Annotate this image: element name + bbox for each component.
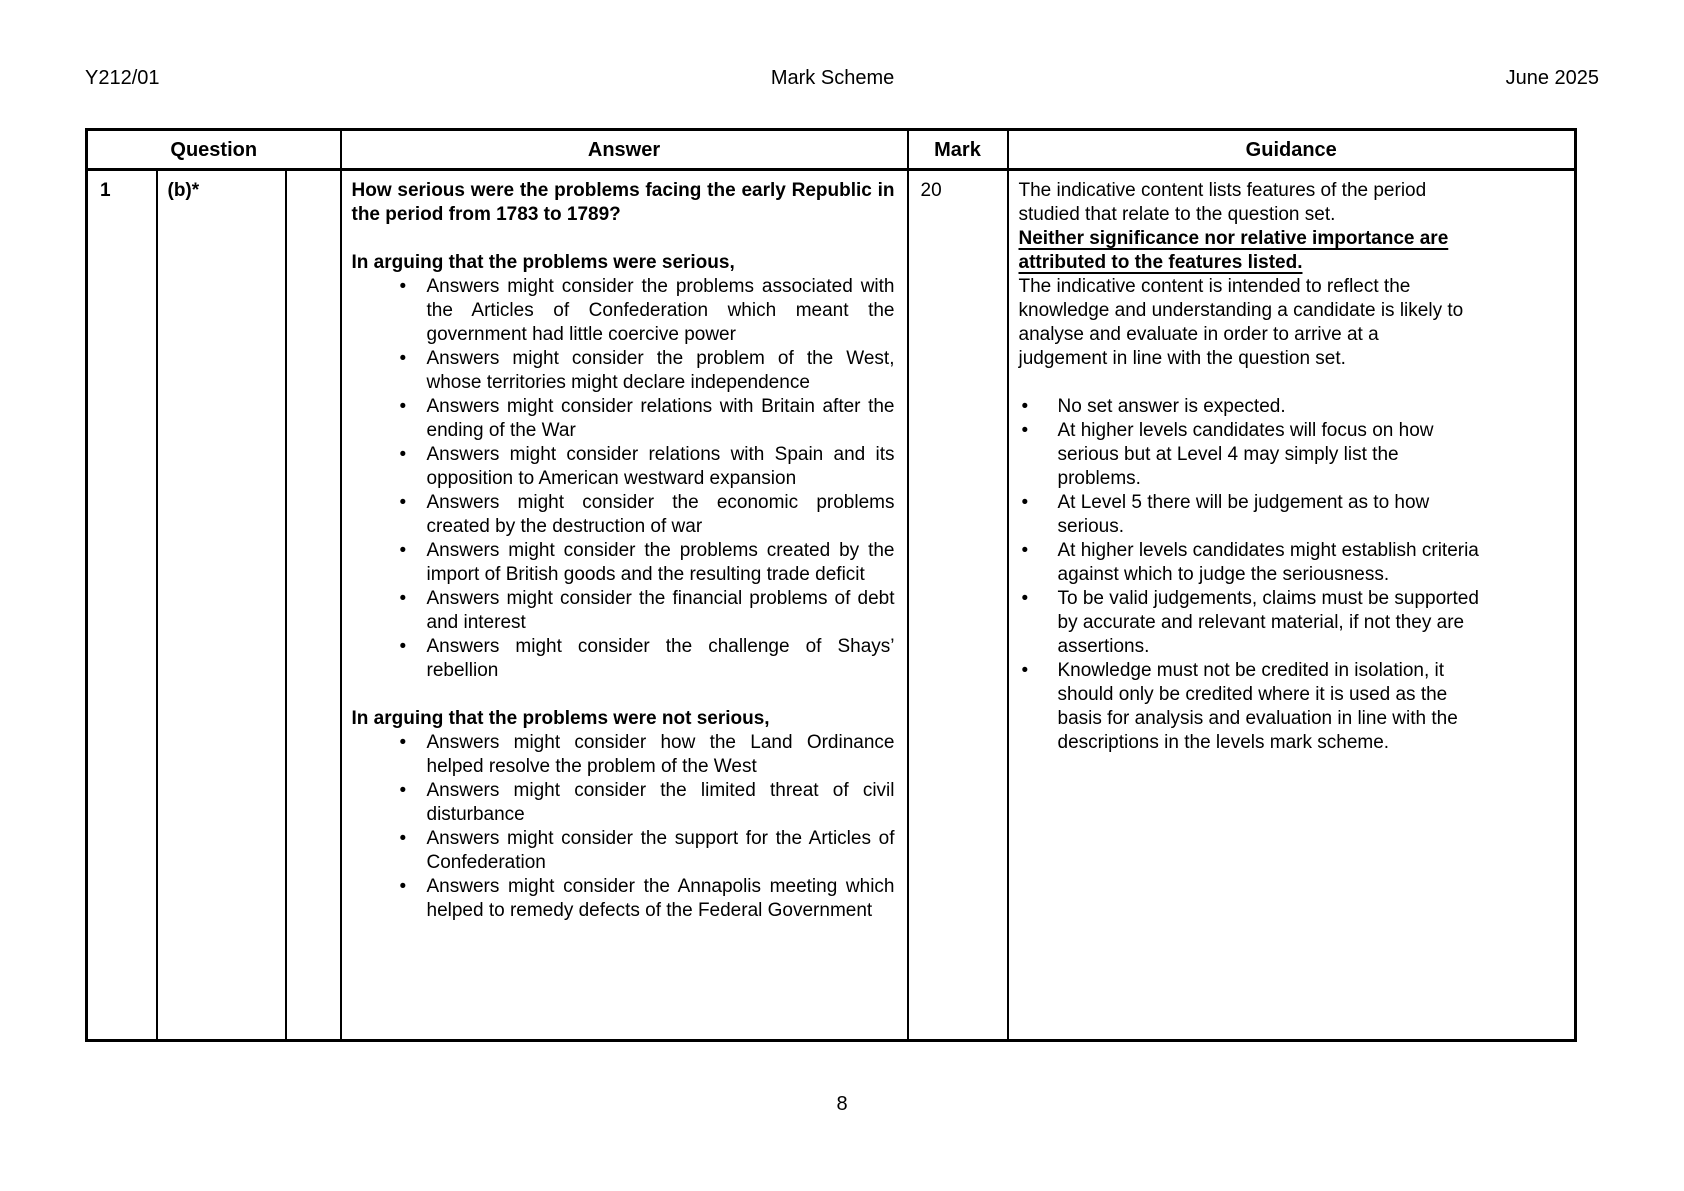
not-serious-bullet-list [352,731,895,923]
question-number: 1 [87,170,157,1041]
serious-heading: In arguing that the problems were serious, [351,252,735,273]
serious-bullet-list [352,275,895,683]
not-serious-heading: In arguing that the problems were not serious, [351,708,770,729]
column-header-guidance: Guidance [1008,130,1576,170]
session-date: June 2025 [1505,67,1599,89]
mark-cell: 20 [908,170,1008,1041]
guidance-paragraph: The indicative content is intended to reflect the knowledge and understanding a candidate is likely to analyse and evaluate in order to arrive at a judgement in line with the question set. [1018,276,1464,369]
question-subpart-empty [286,170,341,1041]
column-header-mark: Mark [908,130,1008,170]
document-header [85,66,1599,90]
bullet-item: • Answers might consider the challenge of Shays’ rebellion [400,635,895,683]
bullet-item: • Answers might consider the support for the Articles of Confederation [400,827,895,875]
bullet-item: • Answers might consider the Annapolis meeting which helped to remedy defects of the Federal Government [400,875,895,923]
guidance-cell [1008,170,1576,1041]
mark-scheme-table [85,128,1577,1042]
bullet-item: • Answers might consider the limited threat of civil disturbance [400,779,895,827]
document-title: Mark Scheme [770,67,895,89]
paper-code: Y212/01 [85,67,160,89]
bullet-item: • Answers might consider relations with Spain and its opposition to American westward expansion [400,443,895,491]
bullet-item: • Answers might consider relations with Britain after the ending of the War [400,395,895,443]
bullet-item: • At higher levels candidates will focus on how serious but at Level 4 may simply list the problems. [1022,419,1484,491]
table-header-row [87,130,1576,170]
bullet-item: • Answers might consider the financial problems of debt and interest [400,587,895,635]
bullet-item: • At Level 5 there will be judgement as to how serious. [1022,491,1484,539]
bullet-item: • Answers might consider how the Land Ordinance helped resolve the problem of the West [400,731,895,779]
table-row [87,170,1576,1041]
guidance-paragraph: The indicative content lists features of the period studied that relate to the question set. [1018,180,1427,225]
question-part: (b)* [157,170,286,1041]
bullet-item: • Answers might consider the economic problems created by the destruction of war [400,491,895,539]
answer-cell [341,170,908,1041]
guidance-emphasis: Neither significance nor relative importance are attributed to the features listed. [1018,228,1449,273]
column-header-question: Question [87,130,341,170]
bullet-item: • No set answer is expected. [1022,395,1484,419]
guidance-bullet-list [1019,395,1484,755]
question-text: How serious were the problems facing the early Republic in the period from 1783 to 1789? [351,180,895,225]
bullet-item: • Answers might consider the problem of the West, whose territories might declare independence [400,347,895,395]
column-header-answer: Answer [341,130,908,170]
bullet-item: • Knowledge must not be credited in isolation, it should only be credited where it is used as the basis for analysis and evaluation in line with the descriptions in the levels mark scheme. [1022,659,1484,755]
page-number: 8 [836,1093,848,1115]
bullet-item: • Answers might consider the problems created by the import of British goods and the resulting trade deficit [400,539,895,587]
bullet-item: • At higher levels candidates might establish criteria against which to judge the seriousness. [1022,539,1484,587]
bullet-item: • To be valid judgements, claims must be supported by accurate and relevant material, if not they are assertions. [1022,587,1484,659]
bullet-item: • Answers might consider the problems associated with the Articles of Confederation which meant the government had little coercive power [400,275,895,347]
